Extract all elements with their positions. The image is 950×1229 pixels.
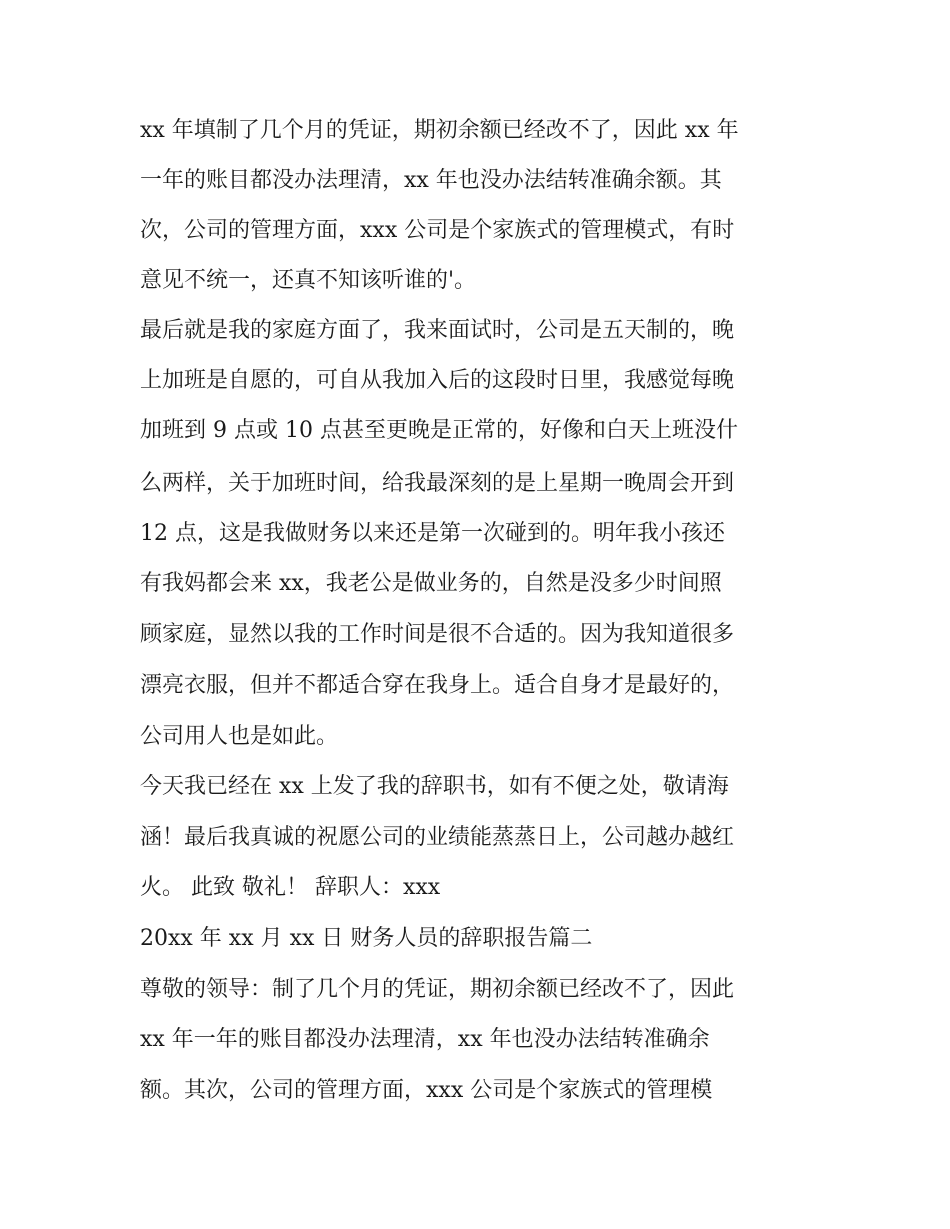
text-line-10: 有我妈都会来 xx，我老公是做业务的，自然是没多少时间照 [140, 571, 722, 596]
text-line-5: 最后就是我的家庭方面了，我来面试时，公司是五天制的，晚 [140, 318, 735, 343]
text-line-16: 火。 此致 敬礼！ 辞职人：xxx [140, 875, 441, 900]
text-line-13: 公司用人也是如此。 [140, 724, 339, 749]
text-line-20: 额。其次，公司的管理方面，xxx 公司是个家族式的管理模 [140, 1078, 713, 1103]
text-line-17: 20xx 年 xx 月 xx 日 财务人员的辞职报告篇二 [140, 926, 593, 951]
text-line-9: 12 点，这是我做财务以来还是第一次碰到的。明年我小孩还 [140, 521, 725, 546]
text-line-1: xx 年填制了几个月的凭证，期初余额已经改不了，因此 xx 年 [140, 118, 739, 143]
text-line-15: 涵！最后我真诚的祝愿公司的业绩能蒸蒸日上，公司越办越红 [140, 825, 735, 850]
text-line-19: xx 年一年的账目都没办法理清，xx 年也没办法结转准确余 [140, 1027, 710, 1052]
text-line-3: 次，公司的管理方面，xxx 公司是个家族式的管理模式，有时 [140, 218, 735, 243]
text-line-12: 漂亮衣服，但并不都适合穿在我身上。适合自身才是最好的， [140, 673, 735, 698]
text-line-4: 意见不统一，还真不知该听谁的'。 [140, 268, 477, 293]
text-line-7: 加班到 9 点或 10 点甚至更晚是正常的，好像和白天上班没什 [140, 418, 738, 443]
text-line-18: 尊敬的领导：制了几个月的凭证，期初余额已经改不了，因此 [140, 977, 735, 1002]
text-line-6: 上加班是自愿的，可自从我加入后的这段时日里，我感觉每晚 [140, 368, 735, 393]
text-line-14: 今天我已经在 xx 上发了我的辞职书，如有不便之处，敬请海 [140, 774, 729, 799]
text-line-2: 一年的账目都没办法理清，xx 年也没办法结转准确余额。其 [140, 168, 722, 193]
text-line-11: 顾家庭，显然以我的工作时间是很不合适的。因为我知道很多 [140, 622, 735, 647]
text-line-8: 么两样，关于加班时间，给我最深刻的是上星期一晚周会开到 [140, 471, 735, 496]
